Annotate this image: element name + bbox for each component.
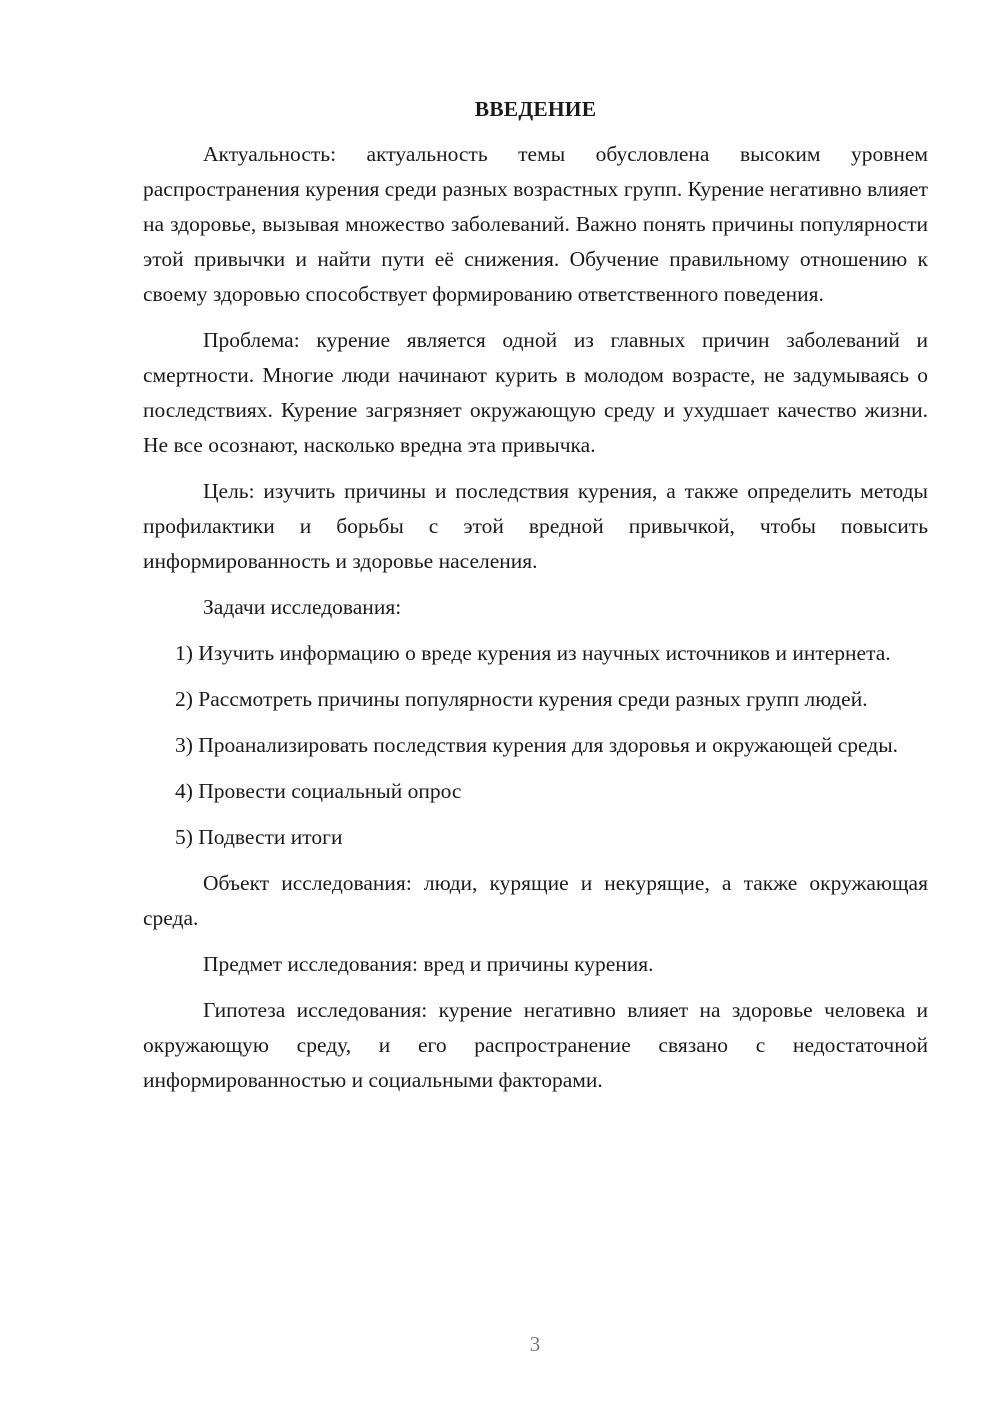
relevance-paragraph: Актуальность: актуальность темы обусловлена высоким уровнем распространения курения среди разных возрастных групп. Курение негативно влияет на здоровье, вызывая множество заболеваний. Важно понять причины популярности этой привычки и найти пути её снижения. Обучение правильному отношению к своему здоровью способствует формированию ответственного поведения. [143,142,928,306]
page-number: 3 [529,1332,541,1356]
task-item-5: 5) Подвести итоги [175,825,343,849]
task-item-4: 4) Провести социальный опрос [175,779,462,803]
hypothesis-paragraph: Гипотеза исследования: курение негативно влияет на здоровье человека и окружающую среду, и его распространение связано с недостаточной информированностью и социальными факторами. [143,998,928,1092]
object-paragraph: Объект исследования: люди, курящие и некурящие, а также окружающая среда. [143,871,928,930]
problem-paragraph: Проблема: курение является одной из главных причин заболеваний и смертности. Многие люди начинают курить в молодом возрасте, не задумываясь о последствиях. Курение загрязняет окружающую среду и ухудшает качество жизни. Не все осознают, насколько вредна эта привычка. [143,328,928,457]
subject-paragraph: Предмет исследования: вред и причины курения. [203,952,654,976]
tasks-heading: Задачи исследования: [203,595,402,619]
task-item-3: 3) Проанализировать последствия курения для здоровья и окружающей среды. [175,733,899,757]
document-page [143,92,928,1109]
task-item-1: 1) Изучить информацию о вреде курения из научных источников и интернета. [175,641,891,665]
section-title: ВВЕДЕНИЕ [474,97,597,121]
goal-paragraph: Цель: изучить причины и последствия курения, а также определить методы профилактики и борьбы с этой вредной привычкой, чтобы повысить информированность и здоровье населения. [143,479,928,573]
task-item-2: 2) Рассмотреть причины популярности курения среди разных групп людей. [175,687,868,711]
